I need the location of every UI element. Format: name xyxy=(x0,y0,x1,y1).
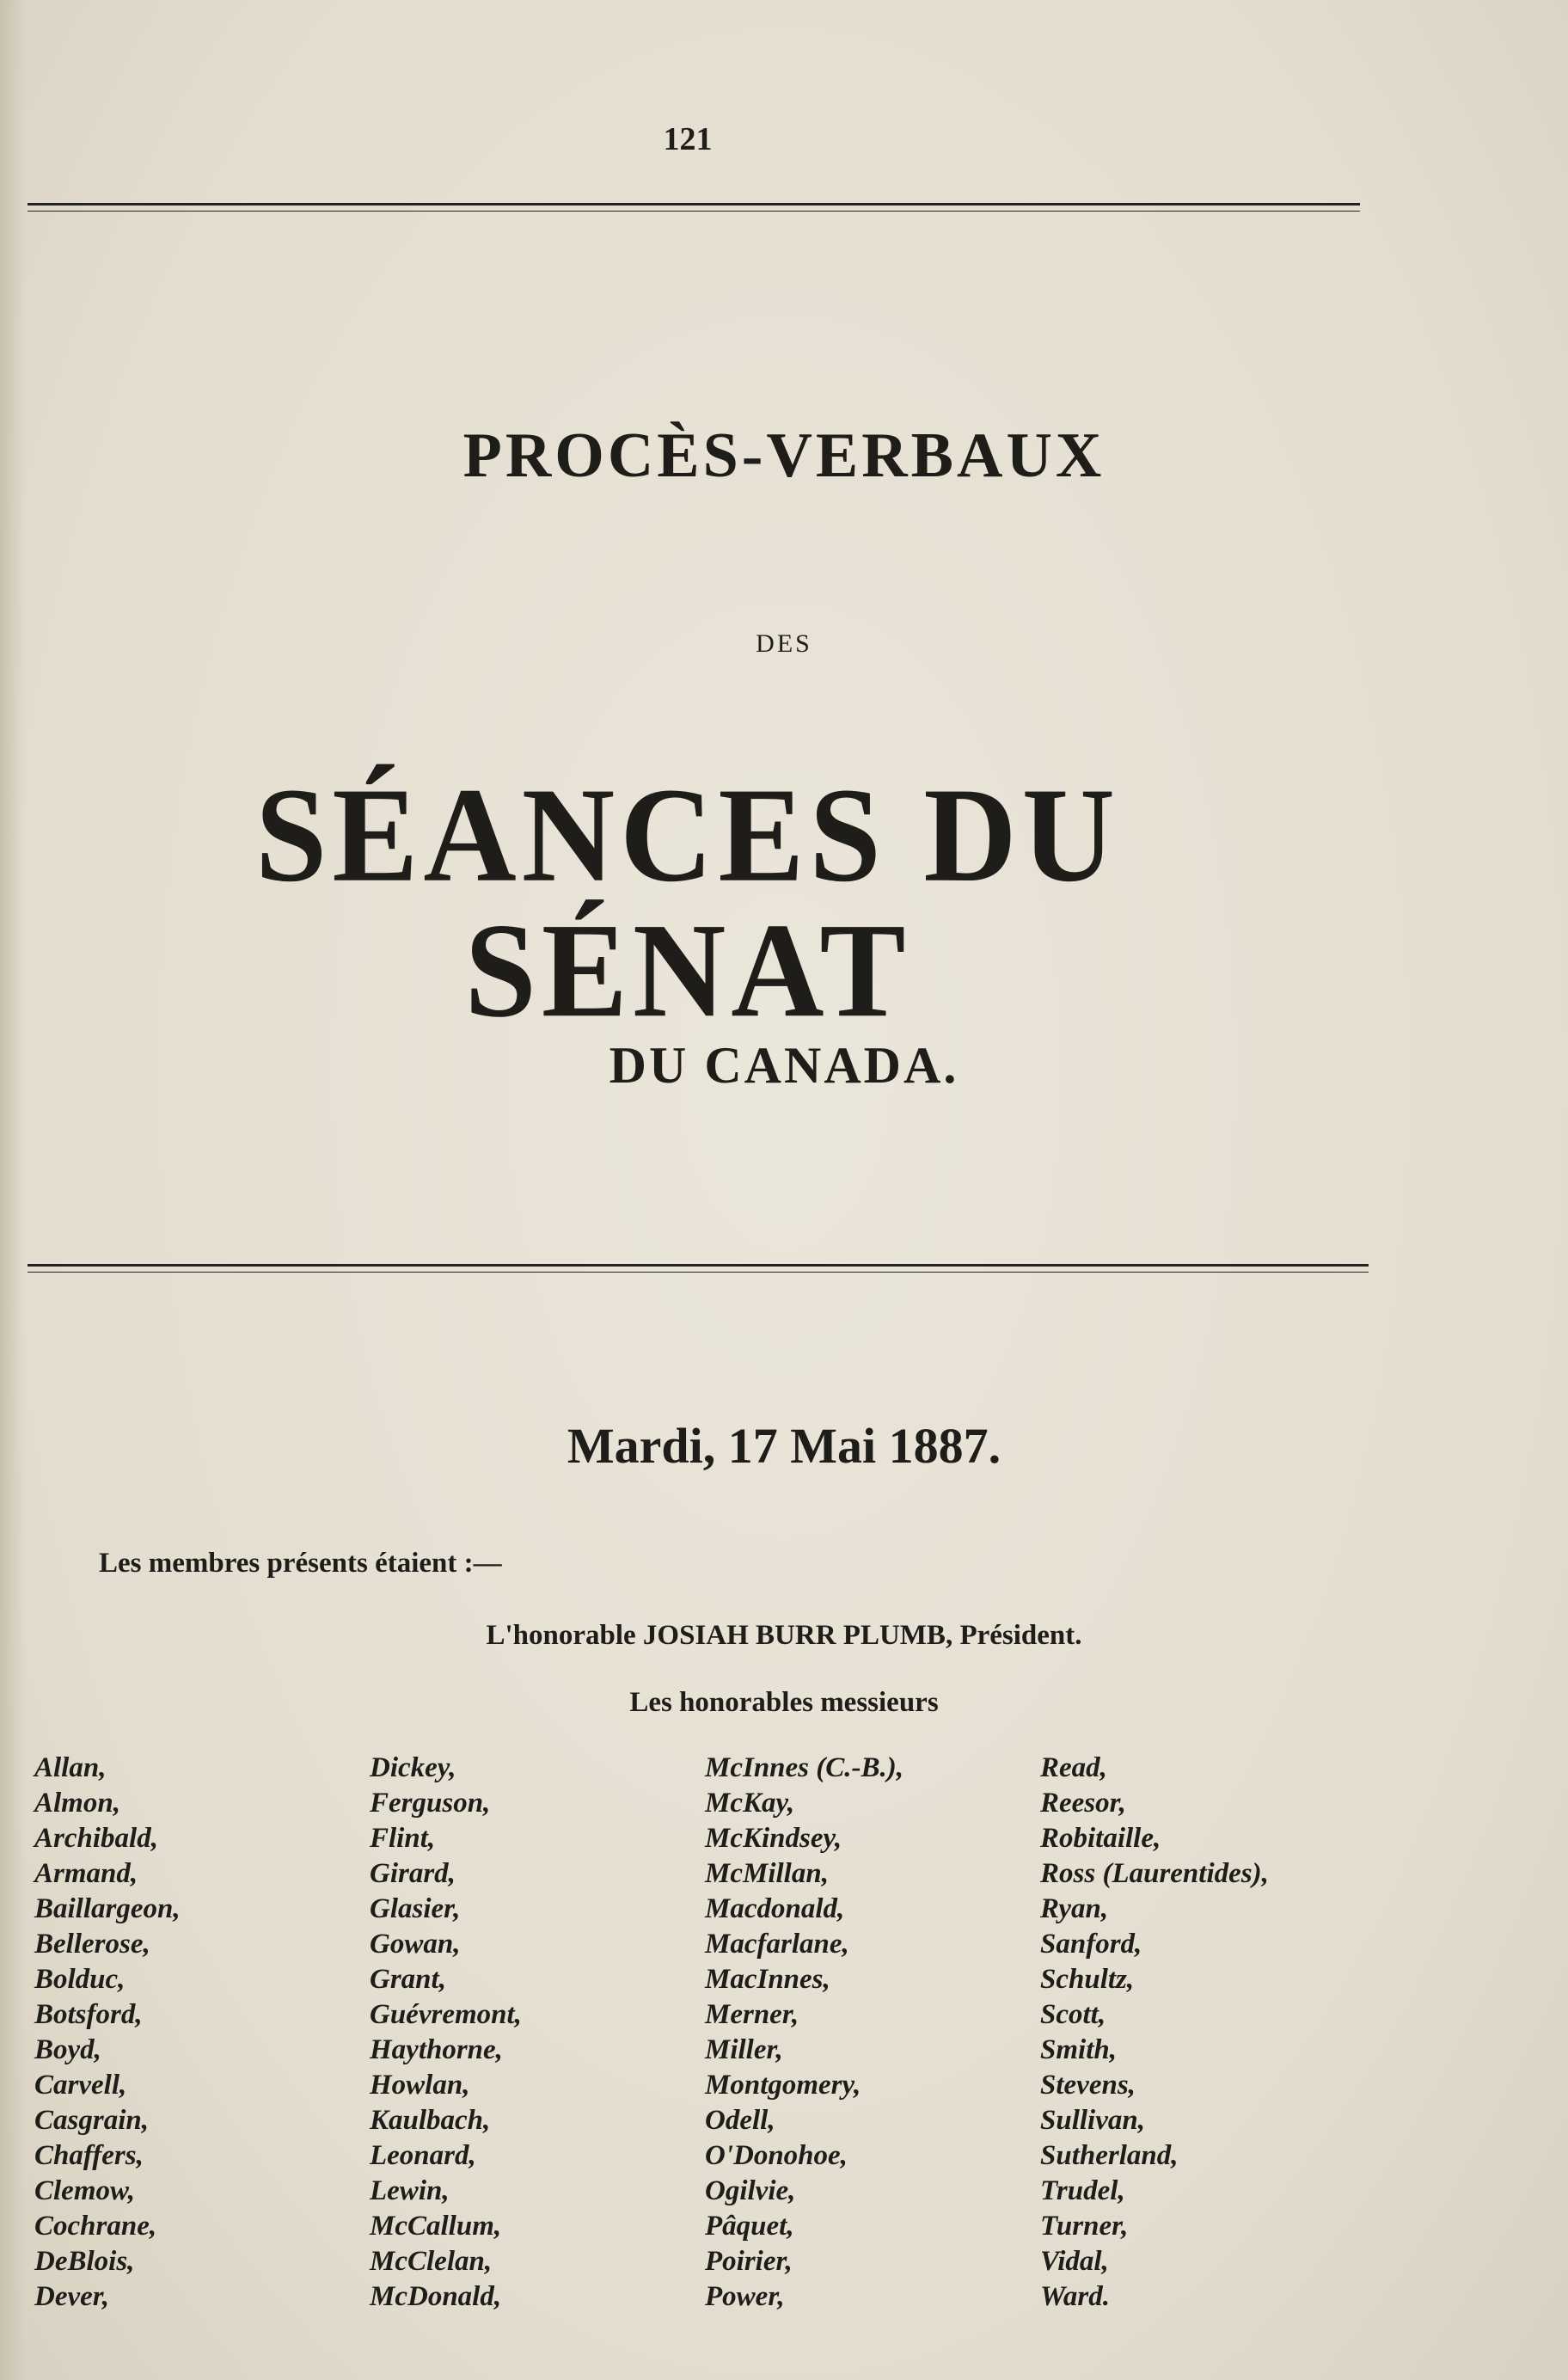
senator-name: Ryan, xyxy=(1040,1893,1109,1924)
senator-name: Sanford, xyxy=(1040,1929,1142,1960)
senator-name: Kaulbach, xyxy=(370,2105,491,2136)
senator-name: Guévremont, xyxy=(370,1999,522,2030)
senator-name: Sutherland, xyxy=(1040,2140,1179,2171)
senator-name: Flint, xyxy=(370,1823,436,1854)
senator-name: Casgrain, xyxy=(34,2105,149,2136)
senator-name: O'Donohoe, xyxy=(705,2140,848,2171)
senator-name: Allan, xyxy=(34,1752,107,1783)
title-proces-verbaux: PROCÈS-VERBAUX xyxy=(462,420,1106,491)
title-du-canada: DU CANADA. xyxy=(609,1037,959,1094)
senator-name: Armand, xyxy=(34,1858,138,1889)
senator-name: Chaffers, xyxy=(34,2140,144,2171)
binding-gutter xyxy=(0,0,26,2380)
page-number: 121 xyxy=(663,121,713,157)
senator-name: Grant, xyxy=(370,1964,446,1995)
title-seances-du-senat: SÉANCES DU SÉNAT xyxy=(254,760,1121,1046)
senator-name: Reesor, xyxy=(1040,1788,1126,1819)
senator-name: Power, xyxy=(705,2281,785,2312)
session-date: Mardi, 17 Mai 1887. xyxy=(567,1418,1001,1474)
senator-name: McKindsey, xyxy=(705,1823,842,1854)
president-line: L'honorable JOSIAH BURR PLUMB, Président. xyxy=(486,1620,1082,1651)
senator-name: Dever, xyxy=(34,2281,110,2312)
section-double-rule xyxy=(28,1264,1369,1267)
senator-name: McClelan, xyxy=(370,2246,493,2277)
senator-name: Howlan, xyxy=(370,2070,470,2101)
senator-name: Vidal, xyxy=(1040,2246,1109,2277)
senator-name: Ross (Laurentides), xyxy=(1040,1858,1269,1889)
senator-name: Gowan, xyxy=(370,1929,461,1960)
senator-name: Turner, xyxy=(1040,2211,1129,2242)
senator-name: Haythorne, xyxy=(370,2034,503,2065)
top-double-rule xyxy=(28,203,1360,205)
senator-name: Girard, xyxy=(370,1858,456,1889)
senator-name: Bellerose, xyxy=(34,1929,150,1960)
senator-name: Stevens, xyxy=(1040,2070,1136,2101)
senator-name: McMillan, xyxy=(705,1858,829,1889)
senator-column-2 xyxy=(370,1751,705,2315)
senator-name: Miller, xyxy=(705,2034,783,2065)
senator-name: Merner, xyxy=(705,1999,799,2030)
senator-name: Archibald, xyxy=(34,1823,158,1854)
senator-name: MacInnes, xyxy=(705,1964,830,1995)
senator-name: Glasier, xyxy=(370,1893,461,1924)
senator-name: Ward. xyxy=(1040,2281,1110,2312)
senator-name: Boyd, xyxy=(34,2034,101,2065)
senator-name: McInnes (C.-B.), xyxy=(705,1752,904,1783)
senator-name: Leonard, xyxy=(370,2140,476,2171)
senator-name: Carvell, xyxy=(34,2070,127,2101)
members-intro: Les membres présents étaient :— xyxy=(99,1548,502,1579)
senator-name: Schultz, xyxy=(1040,1964,1135,1995)
senator-name: Almon, xyxy=(34,1788,120,1819)
senator-name: DeBlois, xyxy=(34,2246,135,2277)
honorables-heading: Les honorables messieurs xyxy=(629,1687,939,1718)
senator-name: McDonald, xyxy=(370,2281,502,2312)
senator-name: Sullivan, xyxy=(1040,2105,1145,2136)
senator-name: Odell, xyxy=(705,2105,775,2136)
senator-name: Lewin, xyxy=(370,2175,450,2206)
senator-name: Scott, xyxy=(1040,1999,1106,2030)
senator-name: Montgomery, xyxy=(705,2070,861,2101)
senator-name: Trudel, xyxy=(1040,2175,1125,2206)
senator-column-3 xyxy=(705,1751,1040,2315)
senator-column-4 xyxy=(1040,1751,1375,2315)
senator-name: Cochrane, xyxy=(34,2211,157,2242)
senator-name: Poirier, xyxy=(705,2246,793,2277)
senator-name: Read, xyxy=(1040,1752,1107,1783)
senator-name: Robitaille, xyxy=(1040,1823,1161,1854)
senator-name: Clemow, xyxy=(34,2175,136,2206)
senator-name: Botsford, xyxy=(34,1999,143,2030)
senator-name: Smith, xyxy=(1040,2034,1117,2065)
senator-name: Baillargeon, xyxy=(34,1893,181,1924)
senator-column-1 xyxy=(34,1751,370,2315)
senator-name: Pâquet, xyxy=(705,2211,794,2242)
title-connector: DES xyxy=(756,629,812,658)
senator-name: Bolduc, xyxy=(34,1964,126,1995)
senator-name: Ogilvie, xyxy=(705,2175,796,2206)
senator-name: McKay, xyxy=(705,1788,795,1819)
senator-name: McCallum, xyxy=(370,2211,502,2242)
senator-name: Ferguson, xyxy=(370,1788,491,1819)
senator-name: Macfarlane, xyxy=(705,1929,849,1960)
senator-list xyxy=(34,1751,1375,2315)
senator-name: Dickey, xyxy=(370,1752,456,1783)
senator-name: Macdonald, xyxy=(705,1893,845,1924)
